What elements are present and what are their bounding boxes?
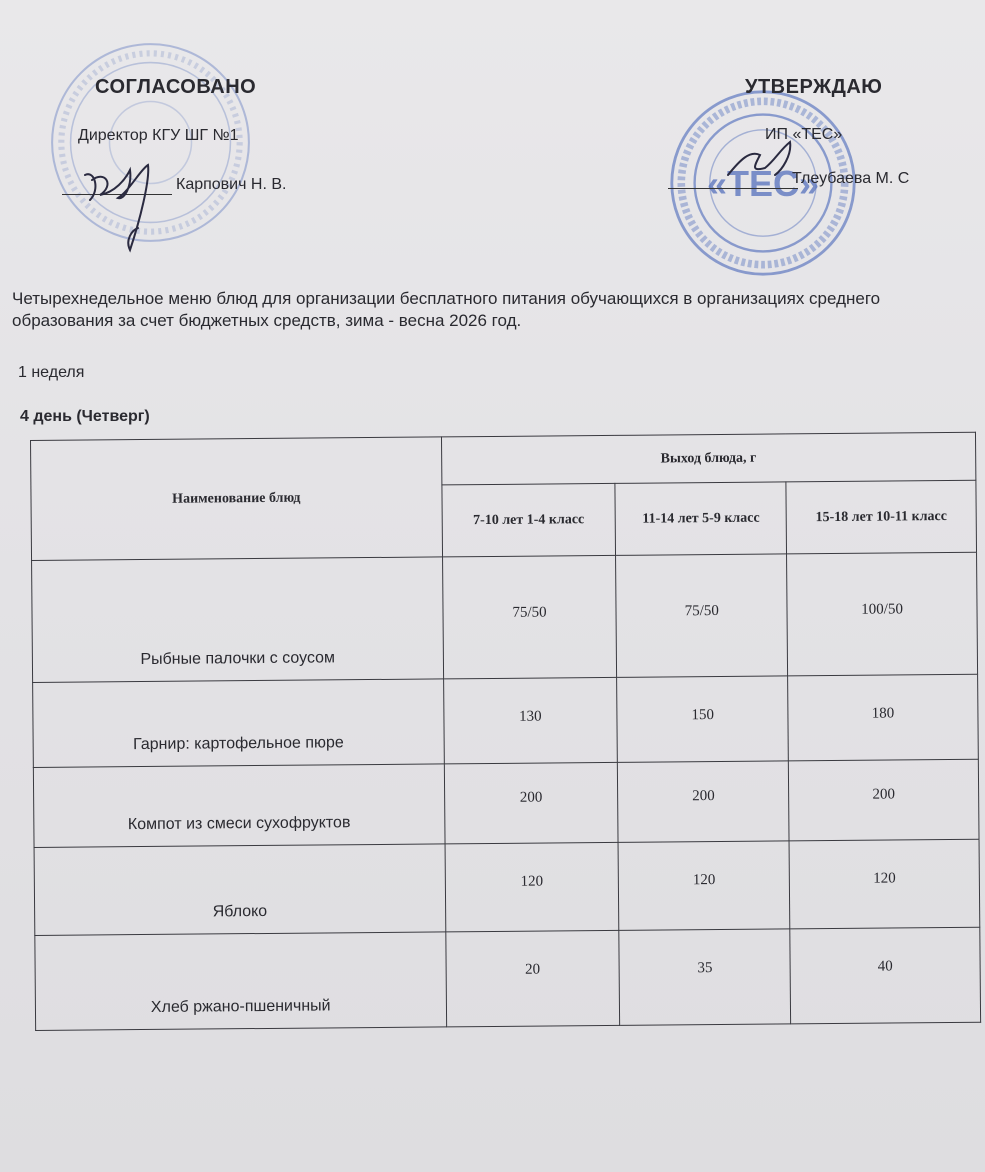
table-row (32, 552, 978, 682)
table-row (33, 674, 979, 767)
output-value: 180 (788, 674, 979, 761)
header-dish-name: Наименование блюд (31, 437, 443, 561)
output-value: 200 (444, 762, 618, 844)
header-age-group-3: 15-18 лет 10-11 класс (786, 480, 976, 554)
day-label: 4 день (Четверг) (20, 408, 150, 425)
output-value: 75/50 (616, 554, 788, 677)
menu-table (30, 432, 981, 1031)
output-value: 40 (790, 927, 981, 1024)
output-value: 20 (445, 930, 620, 1027)
dish-name: Гарнир: картофельное пюре (33, 679, 444, 768)
week-label: 1 неделя (18, 364, 85, 381)
output-value: 130 (443, 677, 618, 764)
output-value: 120 (789, 839, 980, 929)
approval-left-name: Карпович Н. В. (176, 176, 287, 193)
approval-left-title: СОГЛАСОВАНО (95, 76, 257, 98)
approval-right-title: УТВЕРЖДАЮ (745, 76, 883, 98)
dish-name: Хлеб ржано-пшеничный (35, 932, 446, 1031)
menu-description: Четырехнедельное меню блюд для организации бесплатного питания обучающихся в организациях среднего образования за счет бюджетных средств, зима - весна 2026 год. (12, 289, 881, 330)
header-age-group-2: 11-14 лет 5-9 класс (615, 482, 786, 555)
output-value: 150 (617, 676, 789, 762)
output-value: 200 (618, 761, 790, 842)
output-value: 75/50 (442, 555, 617, 679)
stamp-text: «ТЕС» (706, 163, 820, 204)
output-value: 100/50 (787, 552, 978, 676)
header-age-group-1: 7-10 лет 1-4 класс (441, 483, 615, 557)
dish-name: Рыбные палочки с соусом (32, 557, 444, 683)
dish-name: Компот из смеси сухофруктов (33, 764, 444, 848)
output-value: 120 (618, 841, 790, 930)
output-value: 200 (789, 759, 980, 841)
approval-right-org: ИП «ТЕС» (765, 126, 843, 143)
table-row (33, 759, 979, 847)
output-value: 35 (619, 929, 791, 1025)
header-output: Выход блюда, г (441, 432, 976, 485)
output-value: 120 (445, 842, 620, 932)
table-row (35, 927, 981, 1030)
handwritten-signature-left (70, 140, 190, 260)
table-row (34, 839, 980, 935)
approval-right-name: Тлеубаева М. С (792, 170, 910, 187)
approval-left-position: Директор КГУ ШГ №1 (78, 127, 239, 144)
dish-name: Яблоко (34, 844, 445, 936)
